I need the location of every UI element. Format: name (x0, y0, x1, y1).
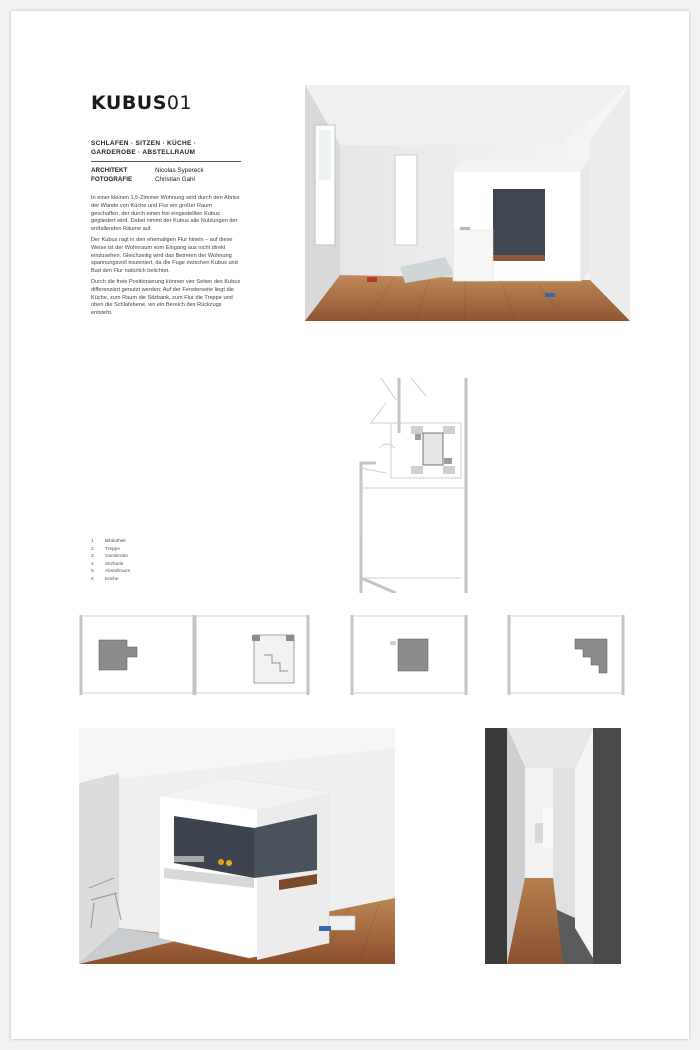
title-bold: KUBUS (91, 92, 167, 114)
elevation-4 (507, 615, 625, 695)
paragraph: In einer kleinen 1,5-Zimmer Wohnung wird durch den Abriss der Wände von Küche und Flur ein großer Raum geschaffen, der durch einen frei eingestellten Kubus gegliedert wird. Dabei nimmt der Kubus alle Nutzungen der entfallenden Räume auf. (91, 195, 240, 233)
title-light: 01 (166, 92, 193, 114)
legend-item: 6 Küche (91, 576, 119, 582)
credit-name: Christian Gahl (155, 175, 195, 183)
legend-item: 4 Sitzbank (91, 561, 124, 567)
poster-sheet (11, 11, 689, 1039)
photo-cube-kitchen-image (79, 728, 395, 964)
credits (91, 167, 204, 184)
credit-role: ARCHITEKT (91, 167, 128, 174)
program-subtitle: SCHLAFEN · SITZEN · KÜCHE · GARDEROBE · ABSTELLRAUM (91, 140, 197, 156)
elevation-3 (350, 615, 468, 695)
legend-item: 3 Garderobe (91, 554, 128, 560)
photo-corridor (485, 728, 621, 964)
photo-interior-main-image (305, 85, 630, 321)
elevation-1 (79, 615, 197, 695)
description (91, 195, 241, 321)
photo-corridor-image (485, 728, 621, 964)
credit-row (91, 176, 204, 185)
floor-plan (351, 378, 491, 593)
elevation-2 (192, 615, 310, 695)
paragraph: Durch die freie Positionierung können vier Seiten des Kubus differenziert genutzt werden: Auf der Fensterseite liegt die Küche, zum Raum die Sitzbank, zum Flur die Treppe und oben die Schlafebene, wo ein Bereich des Rückzugs entsteht. (91, 278, 241, 317)
photo-cube-kitchen (79, 728, 395, 964)
legend-item: 2 Treppe (91, 546, 121, 552)
divider-rule (91, 161, 241, 162)
legend-item: 5 Abstellraum (91, 569, 131, 575)
credit-row (91, 167, 204, 176)
photo-interior-main (305, 85, 630, 321)
paragraph: Der Kubus ragt in den ehemaligen Flur hinein – auf diese Weise ist der Wohnraum vom Eingang aus nicht direkt einzusehen. Gleichzeitig wird das Betreten der Wohnung spannungsvoll inszeniert, da die Fuge zwischen Kubus und Bad den Flur natürlich belichtet. (91, 236, 238, 275)
legend-item: 1 Bibliothek (91, 539, 126, 544)
credit-name: Nicolas Sypereck (155, 167, 204, 174)
project-title (91, 93, 192, 113)
legend (91, 538, 130, 584)
credit-role: FOTOGRAFIE (91, 175, 133, 183)
